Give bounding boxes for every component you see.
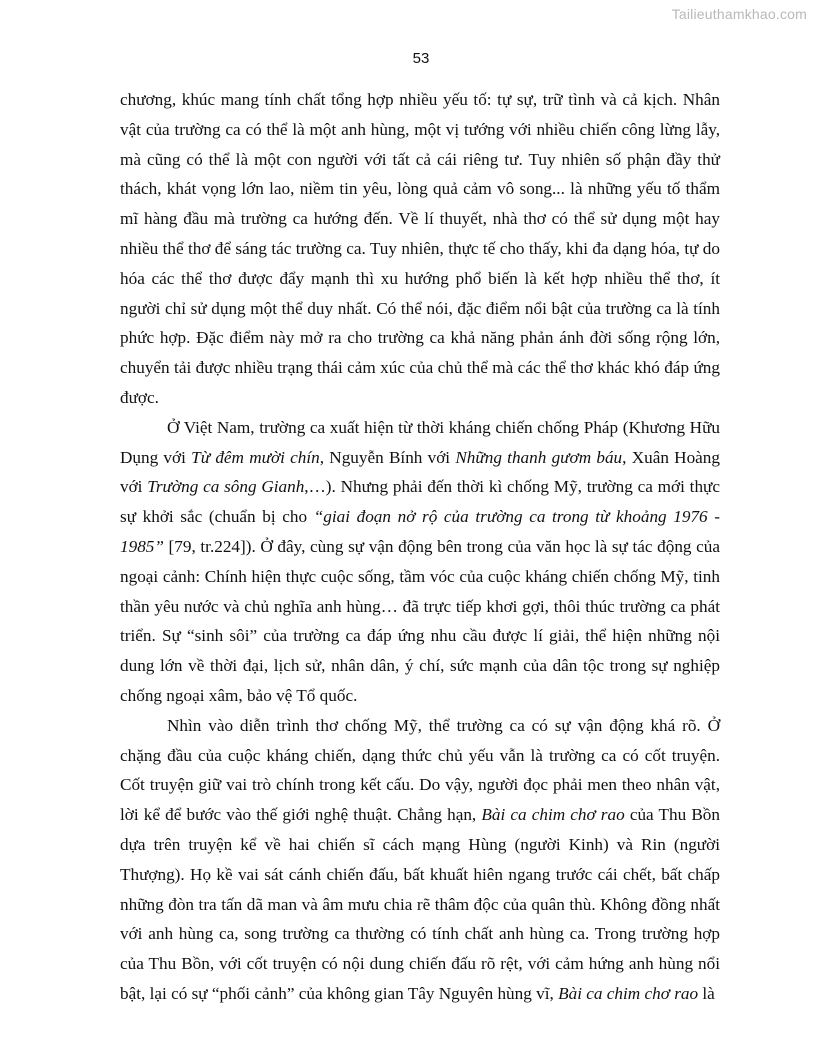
watermark: Tailieuthamkhao.com [671,6,807,22]
italic-quote: “giai đoạn nở rộ của trường ca trong từ khoảng 1976 - 1985” [120,507,720,556]
text-segment: , Xuân Hoàng với [120,447,720,497]
text-segment: Ở Việt Nam, trường ca xuất hiện từ thời kháng chiến chống Pháp (Khương Hữu Dụng với [120,417,720,467]
text-segment: , Nguyễn Bính với [319,447,456,467]
italic-title: Từ đêm mười chín [191,447,320,467]
body-text [120,85,720,1009]
italic-title: Bài ca chim chơ rao [481,805,625,825]
paragraph-2 [120,413,720,711]
italic-title: Trường ca sông Gianh [147,477,305,497]
text-segment: là [698,983,715,1003]
paragraph-3 [120,711,720,1009]
page-number: 53 [412,50,430,67]
text-segment: [79, tr.224]). Ở đây, cùng sự vận động bên trong của văn học là sự tác động của ngoại cảnh: Chính hiện thực cuộc sống, tầm vóc của cuộc kháng chiến chống Mỹ, tinh thần yêu nước và chủ nghĩa anh hùng… đã trực tiếp khơi gợi, thôi thúc trường ca phát triển. Sự “sinh sôi” của trường ca đáp ứng nhu cầu được lí giải, thể hiện những nội dung lớn về thời đại, lịch sử, nhân dân, ý chí, sức mạnh của dân tộc trong sự nghiệp chống ngoại xâm, bảo vệ Tổ quốc. [120,536,720,705]
italic-title: Những thanh gươm báu [455,447,623,467]
italic-title: Bài ca chim chơ rao [558,983,699,1003]
text-segment: chương, khúc mang tính chất tổng hợp nhiều yếu tố: tự sự, trữ tình và cả kịch. Nhân vật của trường ca có thể là một anh hùng, một vị tướng với nhiều chiến công lừng lẫy, mà cũng có thể là một con người với tất cả cái riêng tư. Tuy nhiên số phận đầy thử thách, khát vọng lớn lao, niềm tin yêu, lòng quả cảm vô song... là những yếu tố thẩm mĩ hàng đầu mà trường ca hướng đến. Về lí thuyết, nhà thơ có thể sử dụng một hay nhiều thể thơ để sáng tác trường ca. Tuy nhiên, thực tế cho thấy, khi đa dạng hóa, tự do hóa các thể thơ được đẩy mạnh thì xu hướng phổ biến là kết hợp nhiều thể thơ, ít người chỉ sử dụng một thể duy nhất. Có thể nói, đặc điểm nổi bật của trường ca là tính phức hợp. Đặc điểm này mở ra cho trường ca khả năng phản ánh đời sống rộng lớn, chuyển tải được nhiều trạng thái cảm xúc của chủ thể mà các thể thơ khác khó đáp ứng được. [120,90,720,407]
text-segment: Nhìn vào diễn trình thơ chống Mỹ, thể trường ca có sự vận động khá rõ. Ở chặng đầu của cuộc kháng chiến, dạng thức chủ yếu vẫn là trường ca có cốt truyện. Cốt truyện giữ vai trò chính trong kết cấu. Do vậy, người đọc phải men theo nhân vật, lời kể để bước vào thế giới nghệ thuật. Chẳng hạn, [120,715,720,825]
text-segment: của Thu Bồn dựa trên truyện kể về hai chiến sĩ cách mạng Hùng (người Kinh) và Rin (người Thượng). Họ kề vai sát cánh chiến đấu, bất khuất hiên ngang trước cái chết, bất chấp những đòn tra tấn dã man và âm mưu chia rẽ thâm độc của quân thù. Không đồng nhất với anh hùng ca, song trường ca thường có tính chất anh hùng ca. Trong trường hợp của Thu Bồn, với cốt truyện có nội dung chiến đấu rõ rệt, với cảm hứng anh hùng nổi bật, lại có sự “phối cảnh” của không gian Tây Nguyên hùng vĩ, [120,805,720,1003]
paragraph-1 [120,85,720,413]
text-segment: ,…). Nhưng phải đến thời kì chống Mỹ, trường ca mới thực sự khởi sắc (chuẩn bị cho [120,477,720,527]
